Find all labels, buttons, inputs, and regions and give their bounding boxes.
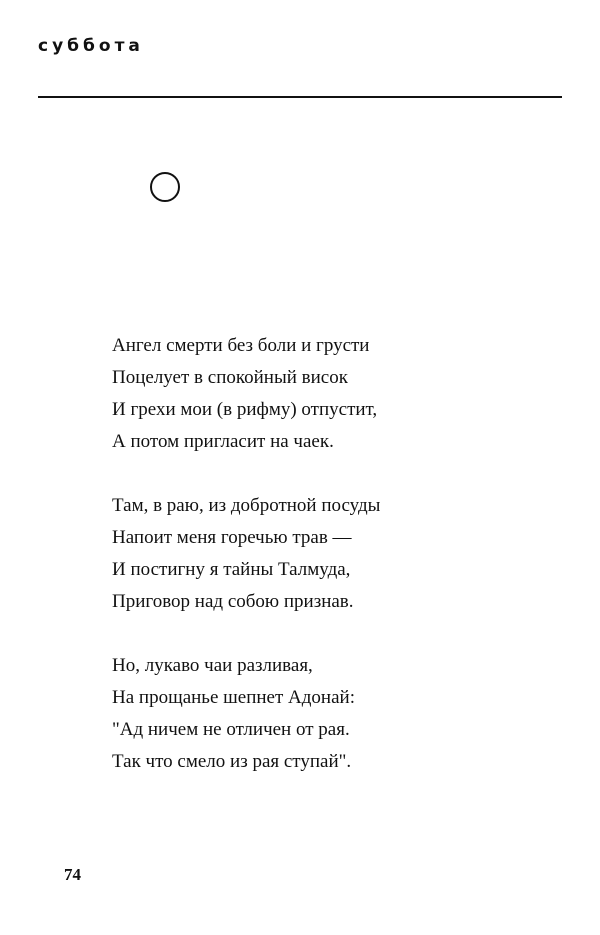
poem-line: "Ад ничем не отличен от рая. — [112, 719, 350, 740]
poem-line: Так что смело из рая ступай". — [112, 751, 352, 772]
poem-stanza-3 — [112, 650, 380, 778]
poem-text — [112, 330, 380, 778]
poem-stanza-2 — [112, 490, 380, 618]
poem-line: И постигну я тайны Талмуда, — [112, 559, 351, 580]
poem-line: А потом пригласит на чаек. — [112, 431, 334, 452]
running-header-title: суббота — [38, 36, 144, 56]
poem-line: И грехи мои (в рифму) отпустит, — [112, 399, 378, 420]
poem-line: На прощанье шепнет Адонай: — [112, 687, 355, 708]
poem-line: Ангел смерти без боли и грусти — [112, 335, 370, 356]
poem-line: Там, в раю, из добротной посуды — [112, 495, 381, 516]
header-divider — [38, 96, 562, 98]
page-number: 74 — [64, 865, 81, 884]
poem-stanza-1 — [112, 330, 380, 458]
poem-line: Приговор над собою признав. — [112, 591, 354, 612]
poem-line: Поцелует в спокойный висок — [112, 367, 348, 388]
circle-ornament-icon — [150, 172, 180, 202]
poem-line: Напоит меня горечью трав — — [112, 527, 352, 548]
poem-line: Но, лукаво чаи разливая, — [112, 655, 313, 676]
